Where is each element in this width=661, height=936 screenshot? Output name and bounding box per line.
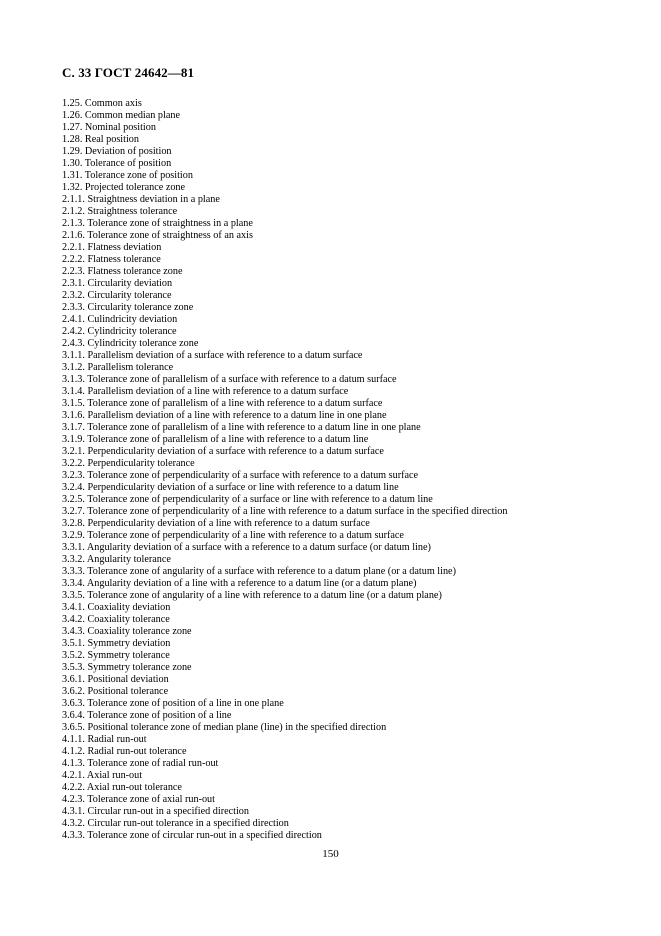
term-item: 3.3.5. Tolerance zone of angularity of a line with reference to a datum line (or a datum plane) — [62, 590, 442, 601]
term-item: 3.2.8. Perpendicularity deviation of a line with reference to a datum surface — [62, 518, 370, 529]
term-item: 4.1.3. Tolerance zone of radial run-out — [62, 758, 219, 769]
term-item: 3.2.7. Tolerance zone of perpendicularity of a line with reference to a datum surface in the specified direction — [62, 506, 508, 517]
term-item: 3.1.1. Parallelism deviation of a surface with reference to a datum surface — [62, 350, 363, 361]
term-item: 3.1.7. Tolerance zone of parallelism of a line with reference to a datum line in one plane — [62, 422, 421, 433]
term-item: 3.6.3. Tolerance zone of position of a line in one plane — [62, 698, 284, 709]
term-item: 3.5.2. Symmetry tolerance — [62, 650, 170, 661]
term-item: 3.1.5. Tolerance zone of parallelism of a line with reference to a datum surface — [62, 398, 383, 409]
term-item: 3.5.1. Symmetry deviation — [62, 638, 171, 649]
term-item: 2.3.3. Circularity tolerance zone — [62, 302, 194, 313]
term-item: 3.2.2. Perpendicularity tolerance — [62, 458, 195, 469]
term-list — [62, 98, 507, 842]
term-item: 4.1.2. Radial run-out tolerance — [62, 746, 187, 757]
term-item: 2.2.3. Flatness tolerance zone — [62, 266, 183, 277]
term-item: 3.3.4. Angularity deviation of a line with a reference to a datum line (or a datum plane) — [62, 578, 417, 589]
term-item: 2.4.3. Cylindricity tolerance zone — [62, 338, 199, 349]
page-number: 150 — [322, 848, 339, 860]
term-item: 4.3.2. Circular run-out tolerance in a specified direction — [62, 818, 289, 829]
term-item: 1.28. Real position — [62, 134, 139, 145]
term-item: 1.27. Nominal position — [62, 122, 156, 133]
term-item: 3.3.3. Tolerance zone of angularity of a surface with reference to a datum plane (or a datum line) — [62, 566, 456, 577]
term-item: 2.3.2. Circularity tolerance — [62, 290, 172, 301]
term-item: 3.6.1. Positional deviation — [62, 674, 169, 685]
term-item: 1.32. Projected tolerance zone — [62, 182, 186, 193]
term-item: 2.1.3. Tolerance zone of straightness in a plane — [62, 218, 253, 229]
term-item: 2.1.2. Straightness tolerance — [62, 206, 178, 217]
term-item: 3.2.5. Tolerance zone of perpendicularity of a surface or line with reference to a datum line — [62, 494, 433, 505]
term-item: 4.2.1. Axial run-out — [62, 770, 143, 781]
term-item: 3.2.4. Perpendicularity deviation of a surface or line with reference to a datum line — [62, 482, 399, 493]
term-item: 2.3.1. Circularity deviation — [62, 278, 173, 289]
term-item: 1.25. Common axis — [62, 98, 142, 109]
term-item: 2.1.1. Straightness deviation in a plane — [62, 194, 220, 205]
term-item: 3.1.2. Parallelism tolerance — [62, 362, 174, 373]
term-item: 3.1.9. Tolerance zone of parallelism of a line with reference to a datum line — [62, 434, 369, 445]
term-item: 2.1.6. Tolerance zone of straightness of an axis — [62, 230, 253, 241]
term-item: 3.4.3. Coaxiality tolerance zone — [62, 626, 192, 637]
term-item: 3.6.5. Positional tolerance zone of median plane (line) in the specified direction — [62, 722, 387, 733]
term-item: 2.4.1. Culindricity deviation — [62, 314, 178, 325]
term-item: 3.1.6. Parallelism deviation of a line with reference to a datum line in one plane — [62, 410, 387, 421]
term-item: 3.6.4. Tolerance zone of position of a line — [62, 710, 232, 721]
term-item: 4.2.3. Tolerance zone of axial run-out — [62, 794, 215, 805]
term-item: 3.4.2. Coaxiality tolerance — [62, 614, 170, 625]
term-item: 4.1.1. Radial run-out — [62, 734, 147, 745]
term-item: 1.30. Tolerance of position — [62, 158, 172, 169]
term-item: 2.2.1. Flatness deviation — [62, 242, 162, 253]
term-item: 3.3.1. Angularity deviation of a surface with a reference to a datum surface (or datum line) — [62, 542, 431, 553]
term-item: 1.31. Tolerance zone of position — [62, 170, 193, 181]
term-item: 3.3.2. Angularity tolerance — [62, 554, 171, 565]
page-header: С. 33 ГОСТ 24642—81 — [62, 65, 195, 80]
term-item: 1.29. Deviation of position — [62, 146, 172, 157]
term-item: 4.3.3. Tolerance zone of circular run-out in a specified direction — [62, 830, 322, 841]
term-item: 1.26. Common median plane — [62, 110, 180, 121]
term-item: 3.5.3. Symmetry tolerance zone — [62, 662, 192, 673]
term-item: 3.2.1. Perpendicularity deviation of a surface with reference to a datum surface — [62, 446, 384, 457]
term-item: 3.4.1. Coaxiality deviation — [62, 602, 171, 613]
term-item: 3.6.2. Positional tolerance — [62, 686, 169, 697]
term-item: 3.2.9. Tolerance zone of perpendicularity of a line with reference to a datum surface — [62, 530, 404, 541]
term-item: 3.2.3. Tolerance zone of perpendicularity of a surface with reference to a datum surface — [62, 470, 419, 481]
term-item: 4.3.1. Circular run-out in a specified direction — [62, 806, 249, 817]
term-item: 4.2.2. Axial run-out tolerance — [62, 782, 182, 793]
term-item: 3.1.3. Tolerance zone of parallelism of a surface with reference to a datum surface — [62, 374, 397, 385]
term-item: 3.1.4. Parallelism deviation of a line with reference to a datum surface — [62, 386, 349, 397]
term-item: 2.2.2. Flatness tolerance — [62, 254, 161, 265]
term-item: 2.4.2. Cylindricity tolerance — [62, 326, 177, 337]
